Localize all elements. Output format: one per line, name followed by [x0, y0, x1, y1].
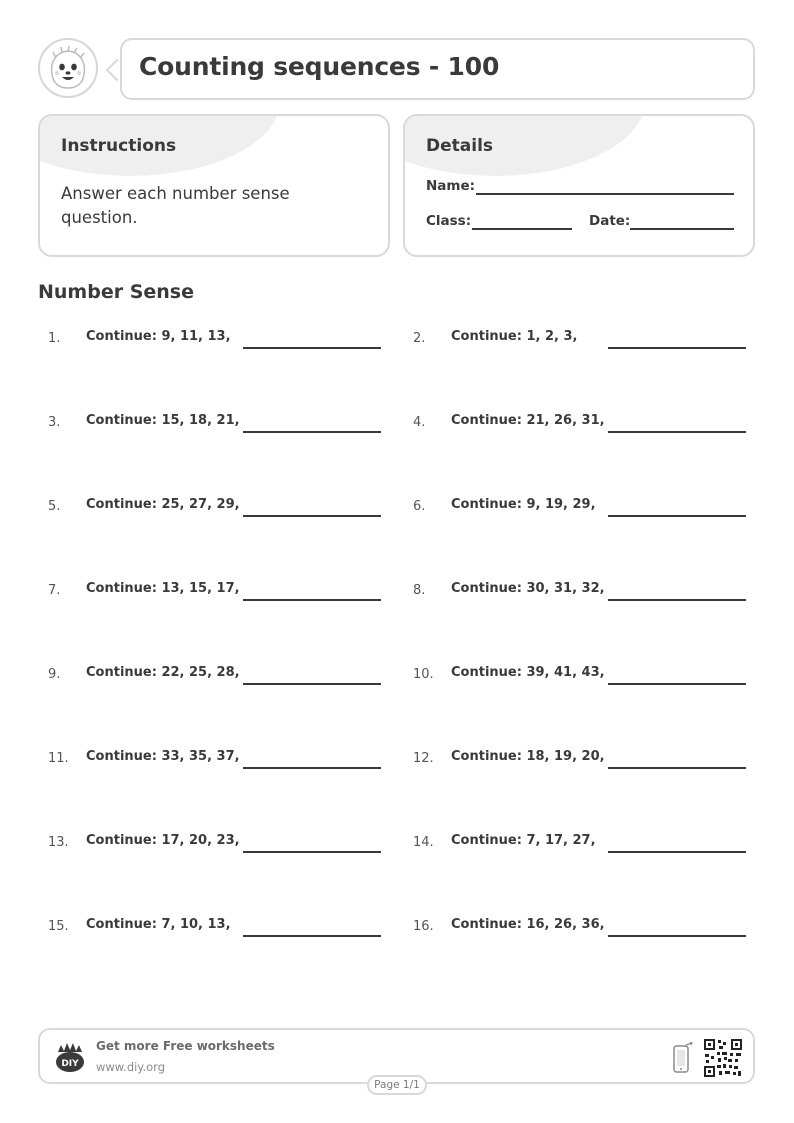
question-text: Continue: 15, 18, 21,: [86, 413, 240, 428]
instructions-card: [38, 114, 390, 257]
question-item: [48, 496, 393, 526]
question-number: 9.: [48, 667, 61, 682]
answer-line[interactable]: [608, 767, 746, 769]
question-number: 4.: [413, 415, 426, 430]
question-item: [413, 580, 758, 610]
question-number: 13.: [48, 835, 69, 850]
details-card: [403, 114, 755, 257]
question-text: Continue: 30, 31, 32,: [451, 581, 605, 596]
diy-logo-icon[interactable]: [53, 1040, 87, 1074]
question-item: [413, 748, 758, 778]
question-text: Continue: 7, 17, 27,: [451, 833, 596, 848]
question-number: 7.: [48, 583, 61, 598]
question-item: [48, 664, 393, 694]
question-item: [48, 580, 393, 610]
answer-line[interactable]: [608, 935, 746, 937]
question-item: [48, 748, 393, 778]
instructions-heading: Instructions: [61, 136, 177, 156]
qr-code-icon[interactable]: [703, 1038, 743, 1078]
name-field[interactable]: [476, 193, 734, 195]
question-text: Continue: 16, 26, 36,: [451, 917, 605, 932]
answer-line[interactable]: [608, 851, 746, 853]
question-text: Continue: 13, 15, 17,: [86, 581, 240, 596]
phone-scan-icon: [672, 1042, 694, 1074]
question-item: [48, 328, 393, 358]
answer-line[interactable]: [243, 431, 381, 433]
question-text: Continue: 22, 25, 28,: [86, 665, 240, 680]
answer-line[interactable]: [243, 515, 381, 517]
answer-line[interactable]: [608, 599, 746, 601]
question-text: Continue: 17, 20, 23,: [86, 833, 240, 848]
question-item: [413, 832, 758, 862]
question-number: 2.: [413, 331, 426, 346]
question-item: [413, 496, 758, 526]
question-number: 16.: [413, 919, 434, 934]
answer-line[interactable]: [243, 851, 381, 853]
question-text: Continue: 18, 19, 20,: [451, 749, 605, 764]
answer-line[interactable]: [608, 347, 746, 349]
answer-line[interactable]: [243, 347, 381, 349]
answer-line[interactable]: [243, 767, 381, 769]
answer-line[interactable]: [243, 683, 381, 685]
answer-line[interactable]: [243, 599, 381, 601]
question-item: [48, 916, 393, 946]
question-text: Continue: 21, 26, 31,: [451, 413, 605, 428]
footer-promo-text: Get more Free worksheets: [96, 1039, 275, 1053]
question-number: 11.: [48, 751, 69, 766]
question-item: [48, 412, 393, 442]
answer-line[interactable]: [608, 515, 746, 517]
question-item: [413, 412, 758, 442]
question-number: 5.: [48, 499, 61, 514]
footer-url-link[interactable]: www.diy.org: [96, 1060, 165, 1074]
question-text: Continue: 25, 27, 29,: [86, 497, 240, 512]
question-number: 6.: [413, 499, 426, 514]
page-title: Counting sequences - 100: [139, 52, 500, 81]
question-text: Continue: 1, 2, 3,: [451, 329, 578, 344]
question-number: 1.: [48, 331, 61, 346]
instructions-text: Answer each number sense question.: [61, 184, 290, 227]
answer-line[interactable]: [608, 683, 746, 685]
question-number: 14.: [413, 835, 434, 850]
answer-line[interactable]: [608, 431, 746, 433]
question-item: [413, 664, 758, 694]
mascot-icon: [38, 38, 98, 98]
class-label: Class:: [426, 213, 472, 229]
question-number: 8.: [413, 583, 426, 598]
question-text: Continue: 9, 19, 29,: [451, 497, 596, 512]
question-text: Continue: 33, 35, 37,: [86, 749, 240, 764]
date-field[interactable]: [630, 228, 734, 230]
diy-logo-text: DIY: [61, 1059, 79, 1069]
title-bubble: [120, 38, 755, 100]
question-number: 12.: [413, 751, 434, 766]
question-item: [413, 916, 758, 946]
question-text: Continue: 9, 11, 13,: [86, 329, 231, 344]
question-item: [413, 328, 758, 358]
question-number: 15.: [48, 919, 69, 934]
date-label: Date:: [589, 213, 631, 229]
answer-line[interactable]: [243, 935, 381, 937]
name-label: Name:: [426, 178, 476, 194]
page-indicator: Page 1/1: [367, 1075, 427, 1095]
question-number: 3.: [48, 415, 61, 430]
details-heading: Details: [426, 136, 494, 156]
section-title: Number Sense: [38, 281, 194, 303]
class-field[interactable]: [472, 228, 572, 230]
question-text: Continue: 39, 41, 43,: [451, 665, 605, 680]
question-number: 10.: [413, 667, 434, 682]
question-text: Continue: 7, 10, 13,: [86, 917, 231, 932]
question-item: [48, 832, 393, 862]
